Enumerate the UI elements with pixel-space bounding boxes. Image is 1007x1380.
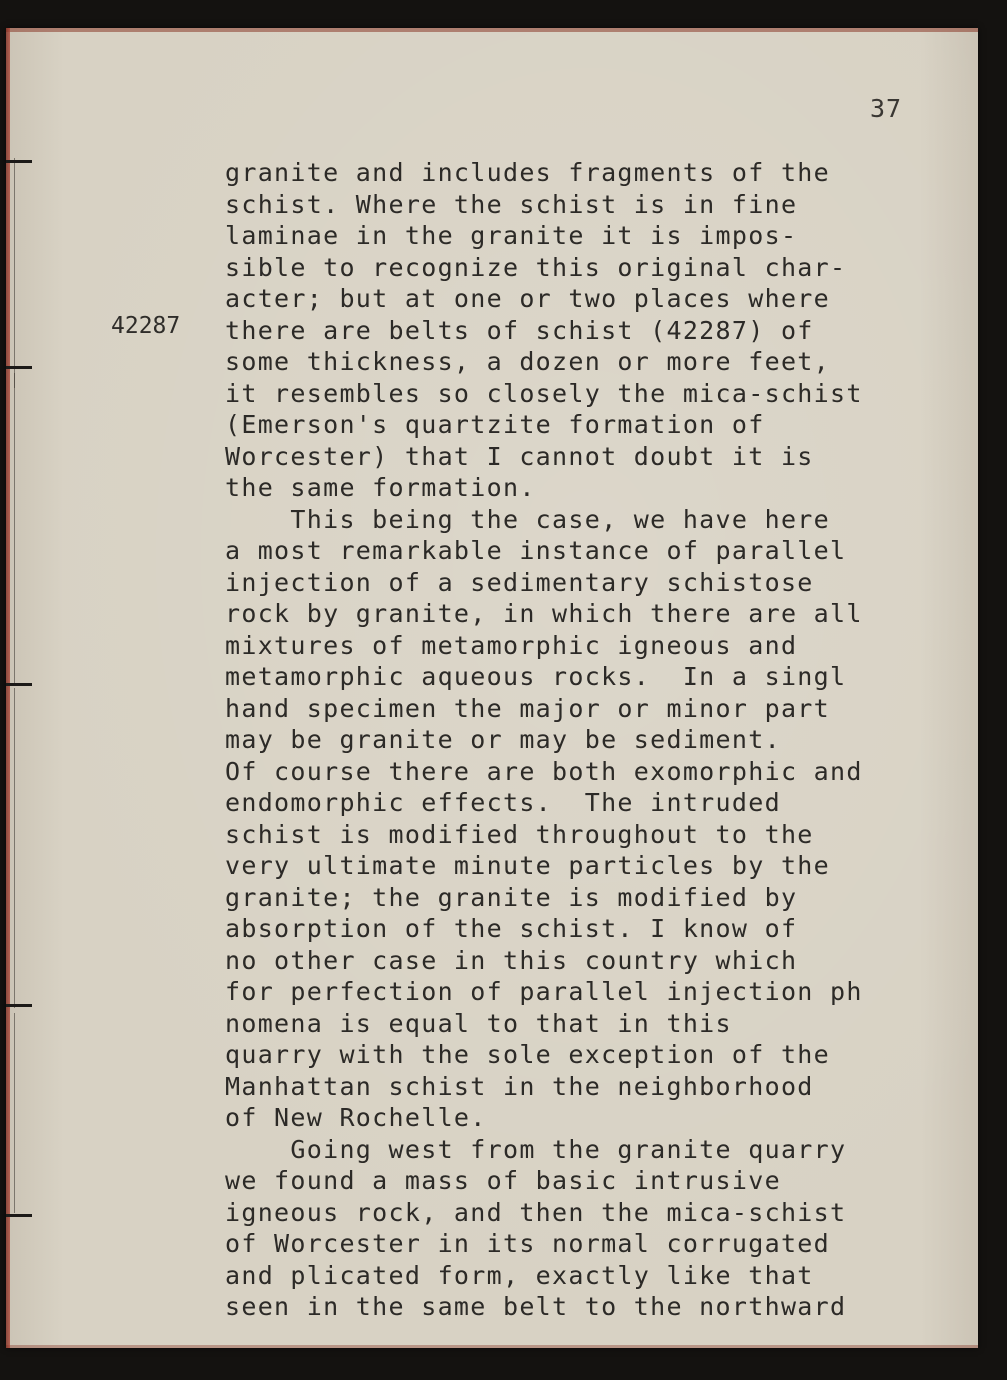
binding-staple-mark	[6, 160, 32, 163]
text-line: mixtures of metamorphic igneous and	[225, 630, 798, 660]
text-line: granite and includes fragments of the	[225, 158, 830, 187]
text-line: metamorphic aqueous rocks. In a singl	[225, 662, 847, 691]
page-number: 37	[870, 94, 903, 123]
binding-stitch-line	[14, 1013, 15, 1213]
text-line: of New Rochelle.	[225, 1103, 487, 1132]
text-line: Worcester) that I cannot doubt it is	[225, 441, 814, 471]
text-line: granite; the granite is modified by	[225, 882, 798, 912]
text-line: of Worcester in its normal corrugated	[225, 1229, 830, 1258]
text-line: may be granite or may be sediment.	[225, 725, 781, 754]
text-line: for perfection of parallel injection ph	[225, 977, 863, 1006]
text-line: (Emerson's quartzite formation of	[225, 410, 765, 439]
binding-stitch-line	[14, 158, 15, 388]
margin-specimen-number: 42287	[111, 313, 181, 339]
text-line: sible to recognize this original char-	[225, 252, 847, 282]
binding-staple-mark	[6, 683, 32, 686]
text-line: acter; but at one or two places where	[225, 284, 830, 313]
text-line: a most remarkable instance of parallel	[225, 536, 847, 565]
text-line: Manhattan schist in the neighborhood	[225, 1071, 814, 1101]
page-top-edge	[6, 28, 978, 32]
text-line: and plicated form, exactly like that	[225, 1260, 814, 1290]
text-line: laminae in the granite it is impos-	[225, 221, 798, 250]
text-line: hand specimen the major or minor part	[225, 693, 830, 723]
text-line: no other case in this country which	[225, 945, 798, 975]
text-line: schist is modified throughout to the	[225, 819, 814, 849]
text-line: there are belts of schist (42287) of	[225, 315, 814, 345]
text-line: This being the case, we have here	[225, 504, 830, 534]
binding-stitch-line	[14, 688, 15, 1008]
binding-staple-mark	[6, 1004, 32, 1007]
page-bottom-edge	[6, 1345, 978, 1348]
text-line: rock by granite, in which there are all	[225, 599, 863, 628]
text-line: injection of a sedimentary schistose	[225, 567, 814, 597]
text-line: quarry with the sole exception of the	[225, 1040, 830, 1069]
text-line: endomorphic effects. The intruded	[225, 788, 781, 817]
text-line: the same formation.	[225, 473, 536, 502]
binding-edge	[6, 28, 10, 1348]
binding-staple-mark	[6, 366, 32, 369]
text-line: schist. Where the schist is in fine	[225, 189, 798, 219]
text-line: absorption of the schist. I know of	[225, 914, 798, 943]
text-line: we found a mass of basic intrusive	[225, 1166, 781, 1195]
binding-staple-mark	[6, 1214, 32, 1217]
text-line: Going west from the granite quarry	[225, 1134, 847, 1164]
text-line: Of course there are both exomorphic and	[225, 756, 863, 786]
text-line: igneous rock, and then the mica-schist	[225, 1197, 847, 1227]
text-line: nomena is equal to that in this	[225, 1008, 732, 1038]
text-line: some thickness, a dozen or more feet,	[225, 347, 830, 376]
binding-stitch-line	[14, 373, 15, 683]
typed-body-text	[225, 157, 970, 1323]
text-line: very ultimate minute particles by the	[225, 851, 830, 880]
text-line: seen in the same belt to the northward	[225, 1292, 847, 1321]
text-line: it resembles so closely the mica-schist	[225, 378, 863, 408]
